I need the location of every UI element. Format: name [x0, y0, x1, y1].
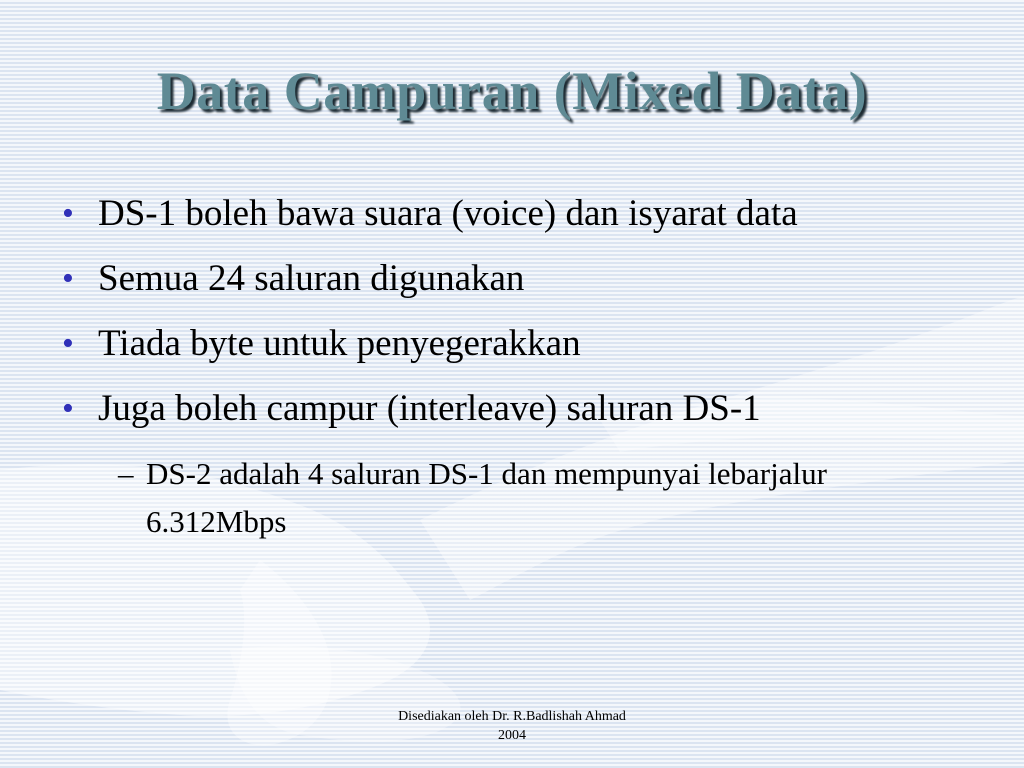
bullet-item — [58, 320, 958, 368]
bullet-marker-icon: • — [62, 195, 74, 232]
bullet-text: Semua 24 saluran digunakan — [98, 258, 525, 299]
bullet-text: Juga boleh campur (interleave) saluran DS-1 — [98, 388, 761, 429]
bullet-marker-icon: • — [62, 390, 74, 427]
sub-bullet-text: DS-2 adalah 4 saluran DS-1 dan mempunyai lebarjalur 6.312Mbps — [146, 456, 827, 539]
footer-author: Disediakan oleh Dr. R.Badlishah Ahmad — [398, 709, 626, 724]
bullet-list — [58, 190, 958, 450]
sub-bullet-item — [118, 450, 858, 546]
bullet-item — [58, 385, 958, 433]
slide-title: Data Campuran (Mixed Data) — [156, 61, 868, 121]
bullet-text: Tiada byte untuk penyegerakkan — [98, 323, 581, 364]
bullet-text: DS-1 boleh bawa suara (voice) dan isyarat data — [98, 193, 798, 234]
bullet-marker-icon: • — [62, 260, 74, 297]
bullet-item — [58, 255, 958, 303]
sub-bullet-list — [118, 450, 858, 546]
slide-footer — [360, 707, 664, 745]
bullet-item — [58, 190, 958, 238]
dash-marker-icon: – — [118, 456, 134, 491]
footer-year: 2004 — [498, 728, 526, 743]
bullet-marker-icon: • — [62, 325, 74, 362]
